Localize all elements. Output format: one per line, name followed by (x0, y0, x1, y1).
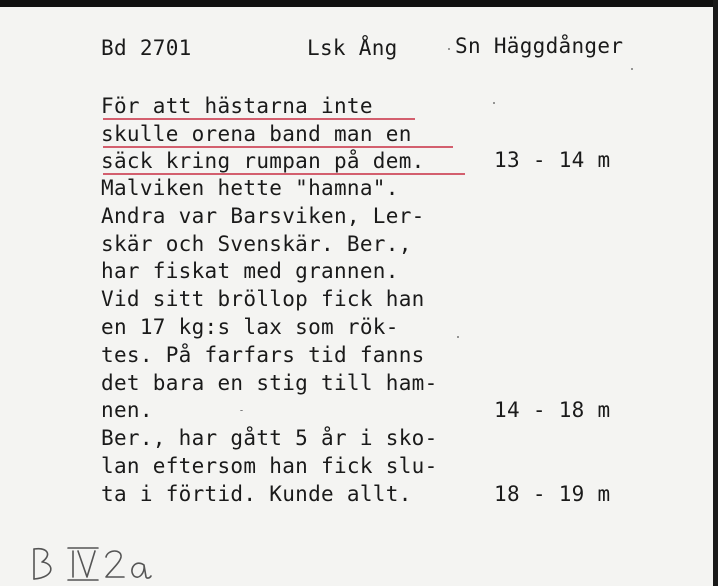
body-line-10: tes. På farfars tid fanns (101, 343, 425, 367)
body-line-4: Malviken hette "hamna". (101, 176, 399, 200)
record-code: Bd 2701 (101, 36, 192, 60)
body-line-15: ta i förtid. Kunde allt. (101, 482, 412, 506)
body-line-13: Ber., har gått 5 år i sko- (101, 426, 438, 450)
range-2: 14 - 18 m (494, 398, 611, 422)
underline-3 (103, 173, 465, 175)
underline-1 (103, 118, 415, 120)
body-line-1: För att hästarna inte (101, 94, 373, 118)
underline-2 (103, 146, 453, 148)
body-line-12: nen. (101, 398, 153, 422)
body-line-8: Vid sitt bröllop fick han (101, 287, 425, 311)
speck (631, 68, 633, 70)
speck (240, 410, 243, 411)
body-line-2: skulle orena band man en (101, 122, 412, 146)
range-1: 13 - 14 m (494, 148, 611, 172)
card-top-edge (0, 0, 718, 7)
speck (457, 336, 459, 338)
parish-label: Lsk Ång (307, 36, 398, 60)
card-right-edge (713, 0, 718, 586)
body-line-14: lan eftersom han fick slu- (101, 454, 438, 478)
body-line-11: det bara en stig till ham- (101, 371, 438, 395)
body-line-7: har fiskat med grannen. (101, 259, 399, 283)
handwritten-mark-icon (26, 543, 206, 583)
speck (448, 48, 450, 50)
body-line-5: Andra var Barsviken, Ler- (101, 204, 425, 228)
body-line-9: en 17 kg:s lax som rök- (101, 315, 399, 339)
parish-name: Sn Häggdånger (455, 34, 624, 58)
speck (493, 102, 495, 104)
handwritten-classification-mark (26, 543, 206, 583)
range-3: 18 - 19 m (494, 482, 611, 506)
body-line-3: säck kring rumpan på dem. (101, 149, 425, 173)
body-line-6: skär och Svenskär. Ber., (101, 232, 412, 256)
